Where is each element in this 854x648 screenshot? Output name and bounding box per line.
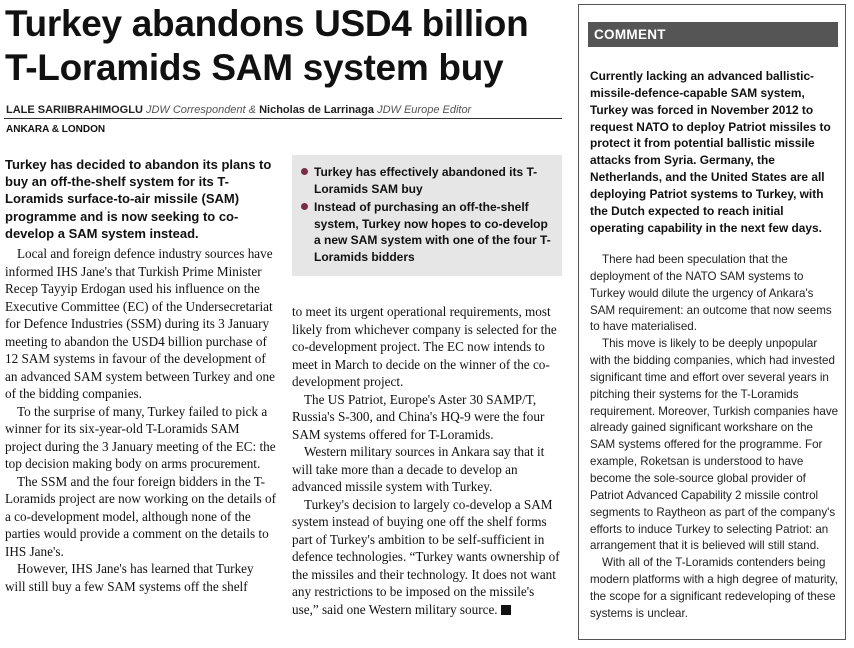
comment-heading: COMMENT <box>588 22 838 47</box>
byline <box>6 104 566 116</box>
key-point-text: Instead of purchasing an off-the-shelf system, Turkey now hopes to co-develop a new SAM system with one of the four T-Loramids bidders <box>314 200 551 264</box>
lead-paragraph: Turkey has decided to abandon its plans to buy an off-the-shelf system for its T-Loramids surface-to-air missile (SAM) programme and is now seeking to co-develop a SAM system instead. <box>5 157 272 241</box>
byline-role-2: JDW Europe Editor <box>377 104 472 116</box>
body-paragraph: Western military sources in Ankara say that it will take more than a decade to develop an advanced missile system with Turkey. <box>292 444 545 494</box>
headline-line-2: T-Loramids SAM system buy <box>5 47 504 88</box>
comment-box <box>578 4 846 640</box>
comment-lead: Currently lacking an advanced ballistic-missile-defence-capable SAM system, Turkey was forced in November 2012 to request NATO to deploy Patriot missiles to protect it from potential ballistic missile attacks from Syria. Germany, the Netherlands, and the United States are all deploying Patriot systems to Turkey, with the Dutch expected to reach initial operating capability in the next few days. <box>590 69 831 235</box>
headline-line-1: Turkey abandons USD4 billion <box>5 3 529 44</box>
body-paragraph: The US Patriot, Europe's Aster 30 SAMP/T, Russia's S-300, and China's HQ-9 were the four SAM systems offered for T-Loramids. <box>292 391 545 442</box>
byline-author-1: LALE SARIIBRAHIMOGLU <box>6 104 143 116</box>
bullet-icon <box>301 203 308 210</box>
body-paragraph-text: Turkey's decision to largely co-develop a SAM system instead of buying one off the shelf forms part of Turkey's ambition to be self-sufficient in defence technologies. “Turkey wants ownership of the missiles and their technology. It does not want any restrictions to be imposed on the missile's use,” said one Western military source. <box>292 496 560 617</box>
key-point <box>314 164 552 197</box>
comment-body <box>590 252 840 623</box>
headline <box>5 2 565 90</box>
body-paragraph-last <box>292 496 562 619</box>
byline-author-2: Nicholas de Larrinaga <box>259 104 375 116</box>
comment-paragraph: With all of the T-Loramids contenders being modern platforms with a high degree of maturity, the scope for a significant redeveloping of these systems is unclear. <box>590 556 838 620</box>
byline-rule <box>4 118 562 119</box>
body-paragraph: However, IHS Jane's has learned that Turkey will still buy a few SAM systems off the shelf <box>5 561 254 594</box>
body-paragraph: Local and foreign defence industry sources have informed IHS Jane's that Turkish Prime Minister Recep Tayyip Erdogan used his influence on the Executive Committee (EC) of the Undersecretariat for Defence Industries (SSM) during its 3 January meeting to abandon the USD4 billion purchase of 12 SAM systems in favour of the development of an advanced SAM system between Turkey and one of the bidding companies. <box>5 246 275 401</box>
body-paragraph: To the surprise of many, Turkey failed to pick a winner for its six-year-old T-Loramids SAM project during the 3 January meeting of the EC: the top decision making body on arms procurement. <box>5 403 276 471</box>
body-paragraph: The SSM and the four foreign bidders in the T-Loramids project are now working on the details of a co-development model, although none of the parties would provide a comment on the details to IHS Jane's. <box>5 473 277 559</box>
body-column-1 <box>5 245 277 595</box>
comment-paragraph: This move is likely to be deeply unpopular with the bidding companies, which had invested significant time and effort over several years in pitching their systems for the T-Loramids requirement. Moreover, Turkish companies have already gained significant workshare on the SAM systems offered for the programme. For example, Roketsan is understood to have become the sole-source global provider of Patriot Advanced Capability 2 missile control segments to Raytheon as part of the company's efforts to induce Turkey to selecting Patriot: an arrangement that it is believed will still stand. <box>590 337 839 553</box>
key-point <box>314 199 552 265</box>
body-column-2 <box>292 303 562 618</box>
bullet-icon <box>301 168 308 175</box>
byline-ampersand: & <box>248 104 257 116</box>
byline-role-1: JDW Correspondent <box>145 104 246 116</box>
key-point-text: Turkey has effectively abandoned its T-Loramids SAM buy <box>314 165 538 196</box>
body-paragraph: to meet its urgent operational requirements, most likely from whichever company is selected for the co-development project. The EC now intends to meet in March to decide on the winner of the co-development project. <box>292 304 557 389</box>
end-mark-icon <box>501 605 511 615</box>
dateline: ANKARA & LONDON <box>6 124 106 135</box>
comment-paragraph: There had been speculation that the deployment of the NATO SAM systems to Turkey would dilute the urgency of Ankara's SAM requirement: an outcome that now seems to have materialised. <box>590 253 832 334</box>
key-points-box <box>292 155 562 276</box>
